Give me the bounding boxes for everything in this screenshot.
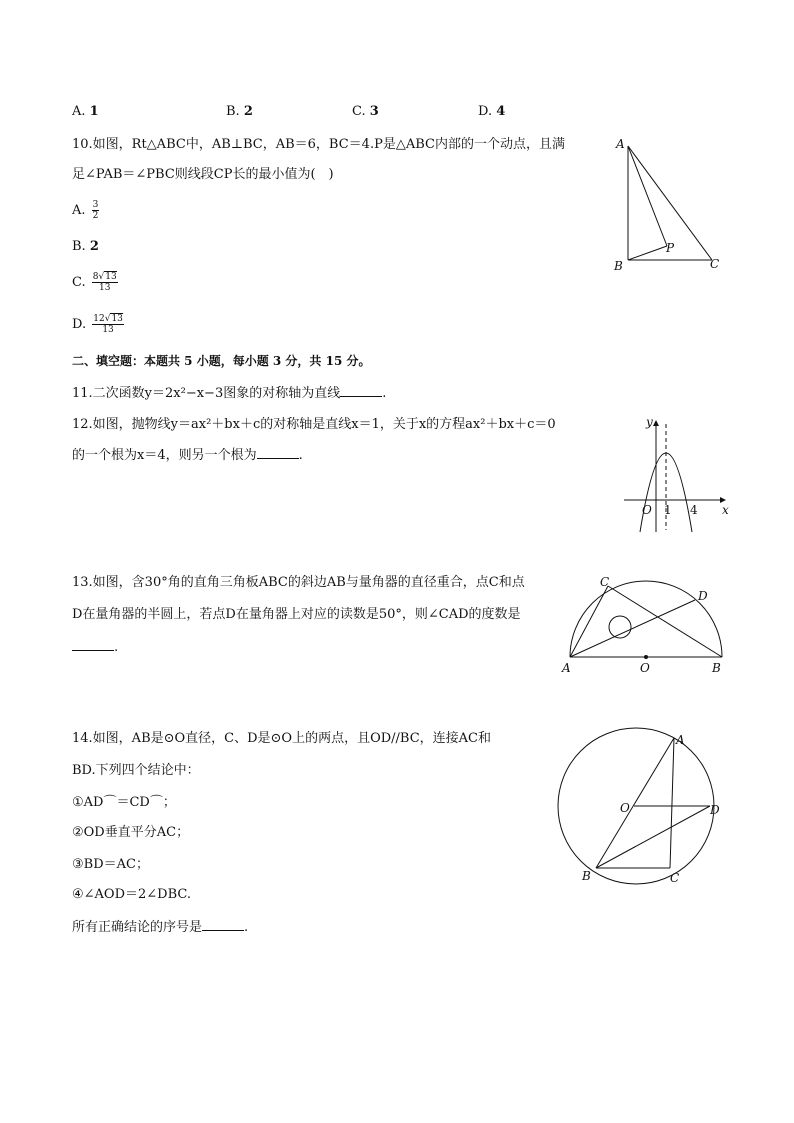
- q10-label-c: C: [710, 257, 720, 271]
- q9-option-d: D. 4: [478, 104, 506, 119]
- q13-protractor-figure: [560, 574, 730, 678]
- q12-stem-line1: 12.如图，抛物线y＝ax²＋bx＋c的对称轴是直线x＝1，关于x的方程ax²＋bx＋c＝0: [72, 417, 556, 432]
- q13-label-c: C: [600, 575, 610, 589]
- q13-label-o: O: [640, 661, 650, 675]
- q10-label-b: B: [614, 259, 623, 273]
- q10-stem-line1: 10.如图，Rt△ABC中，AB⊥BC，AB＝6，BC＝4.P是△ABC内部的一个动点，且满: [72, 137, 565, 152]
- q12-parabola-figure: [620, 414, 730, 534]
- q13-label-b: B: [712, 661, 721, 675]
- q11-stem: 11.二次函数y＝2x²−x−3图象的对称轴为直线 .: [72, 386, 387, 401]
- q12-label-y: y: [646, 415, 653, 429]
- q9-option-b: B. 2: [226, 104, 253, 119]
- q14-label-b: B: [582, 869, 591, 883]
- q14-label-o: O: [620, 801, 630, 815]
- q13-stem-line2: D在量角器的半圆上，若点D在量角器上对应的读数是50°，则∠CAD的度数是: [72, 607, 521, 622]
- q13-stem-line3: .: [72, 638, 118, 657]
- q10-option-b: B. 2: [72, 239, 99, 254]
- q10-label-a: A: [616, 137, 625, 151]
- q12-label-o: O: [642, 503, 652, 517]
- q14-stem-line2: BD.下列四个结论中：: [72, 763, 200, 778]
- q9-option-a: A. 1: [72, 104, 99, 119]
- q13-stem-line1: 13.如图，含30°角的直角三角板ABC的斜边AB与量角器的直径重合，点C和点: [72, 575, 525, 590]
- q14-stem-line1: 14.如图，AB是⊙O直径，C、D是⊙O上的两点，且OD//BC，连接AC和: [72, 731, 492, 746]
- q10-option-d: D. $\frac{12√13}{13}$: [72, 314, 123, 335]
- section-2-heading: 二、填空题：本题共 5 小题，每小题 3 分，共 15 分。: [72, 354, 371, 368]
- q14-label-a: A: [676, 733, 685, 747]
- q14-conclusion-1: ①AD⌒＝CD⌒；: [72, 795, 176, 810]
- q10-label-p: P: [666, 241, 675, 255]
- q14-conclusion-4: ④∠AOD＝2∠DBC.: [72, 887, 192, 902]
- q12-label-4: 4: [690, 503, 698, 517]
- q14-label-c: C: [670, 871, 680, 885]
- q14-circle-figure: [550, 728, 730, 888]
- q12-label-x: x: [722, 503, 729, 517]
- q10-option-a: A. $\frac{3}{2}$: [72, 200, 99, 221]
- q10-option-c: C. $\frac{8√13}{13}$: [72, 272, 117, 293]
- q13-label-a: A: [562, 661, 571, 675]
- q12-stem-line2: 的一个根为x＝4，则另一个根为 .: [72, 448, 303, 463]
- q9-option-c: C. 3: [352, 104, 379, 119]
- q14-question: 所有正确结论的序号是 .: [72, 920, 249, 935]
- q10-stem-line2: 足∠PAB＝∠PBC则线段CP长的最小值为( ): [72, 167, 334, 182]
- q14-conclusion-3: ③BD＝AC；: [72, 857, 149, 872]
- q10-triangle-figure: [610, 136, 730, 276]
- q14-label-d: D: [710, 803, 720, 817]
- q13-label-d: D: [698, 589, 708, 603]
- q14-conclusion-2: ②OD垂直平分AC；: [72, 825, 190, 840]
- q12-label-1: 1: [664, 503, 672, 517]
